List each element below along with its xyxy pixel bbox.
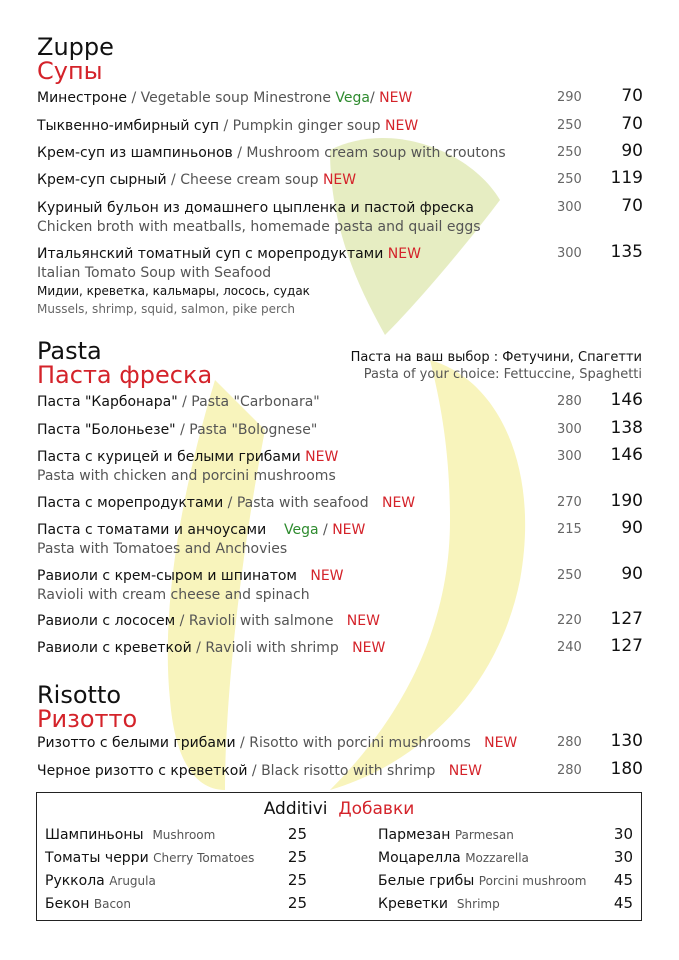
additions-box <box>36 792 642 921</box>
item-price: 190 <box>610 491 643 511</box>
new-badge: NEW <box>385 118 419 134</box>
addition-price: 25 <box>287 871 307 889</box>
item-weight: 280 <box>557 394 582 409</box>
additions-title-it: Additivi <box>263 799 328 819</box>
menu-item: Паста с морепродуктами / Pasta with seafood NEW 270 190 <box>37 491 643 511</box>
addition-price: 30 <box>613 825 633 843</box>
menu-item: Минестроне / Vegetable soup Minestrone Vega/ NEW 290 70 <box>37 86 643 106</box>
item-weight: 220 <box>557 613 582 628</box>
item-name-en: Pasta "Bolognese" <box>189 422 318 438</box>
addition-name-en: Bacon <box>93 897 131 911</box>
item-name-ru: Равиоли с креветкой <box>37 640 192 656</box>
item-price: 70 <box>621 114 643 134</box>
item-price: 135 <box>610 242 643 262</box>
addition-item <box>45 825 215 845</box>
item-name-ru: Паста с томатами и анчоусами <box>37 522 267 538</box>
new-badge: NEW <box>484 735 518 751</box>
additions-title-ru: Добавки <box>338 799 415 819</box>
item-name-en: Ravioli with shrimp <box>205 640 339 656</box>
item-price: 180 <box>610 759 643 779</box>
item-name-en: Ravioli with cream cheese and spinach <box>37 587 310 603</box>
new-badge: NEW <box>381 495 416 511</box>
item-weight: 280 <box>557 763 582 778</box>
menu-item: Черное ризотто с креветкой / Black risotto with shrimp NEW 280 180 <box>37 759 643 779</box>
addition-name-ru: Пармезан <box>378 827 451 843</box>
item-name-ru: Тыквенно-имбирный суп <box>37 118 220 134</box>
additions-title <box>37 799 641 819</box>
pasta-title-it: Pasta <box>37 337 102 365</box>
item-name-en: Pasta with chicken and porcini mushrooms <box>37 468 336 484</box>
soups-title-ru: Супы <box>37 57 103 85</box>
item-name-en: Black risotto with shrimp <box>261 763 436 779</box>
addition-price: 25 <box>287 825 307 843</box>
addition-name-ru: Креветки <box>378 896 449 912</box>
item-name-en: Pumpkin ginger soup <box>232 118 381 134</box>
item-name-en: Italian Tomato Soup with Seafood <box>37 265 272 281</box>
addition-name-en: Arugula <box>109 874 156 888</box>
menu-item: Паста с томатами и анчоусами Vega / NEW 215 90 Pasta with Tomatoes and Anchovies <box>37 518 643 557</box>
item-price: 130 <box>610 731 643 751</box>
item-name-en: Pasta with Tomatoes and Anchovies <box>37 541 288 557</box>
addition-name-en: Mushroom <box>152 828 216 842</box>
item-price: 146 <box>610 445 643 465</box>
item-name-ru: Паста "Болоньезе" <box>37 422 176 438</box>
item-name-en: Pasta "Carbonara" <box>191 394 320 410</box>
item-name-en: Vegetable soup Minestrone <box>140 90 331 106</box>
addition-price: 25 <box>287 848 307 866</box>
menu-item: Ризотто с белыми грибами / Risotto with porcini mushrooms NEW 280 130 <box>37 731 643 751</box>
item-price: 90 <box>621 518 643 538</box>
item-name-ru: Паста с курицей и белыми грибами <box>37 449 301 465</box>
addition-name-en: Porcini mushroom <box>478 874 587 888</box>
menu-item: Равиоли с лососем / Ravioli with salmone NEW 220 127 <box>37 609 643 629</box>
addition-name-ru: Моцарелла <box>378 850 461 866</box>
item-price: 119 <box>610 168 643 188</box>
item-weight: 240 <box>557 640 582 655</box>
item-price: 138 <box>610 418 643 438</box>
addition-price: 45 <box>613 894 633 912</box>
item-weight: 215 <box>557 522 582 537</box>
item-detail-ru: Мидии, креветка, кальмары, лосось, судак <box>37 284 310 298</box>
addition-name-en: Parmesan <box>454 828 514 842</box>
item-name-en: Risotto with porcini mushrooms <box>249 735 471 751</box>
item-weight: 250 <box>557 568 582 583</box>
item-price: 70 <box>621 86 643 106</box>
item-name-en: Pasta with seafood <box>236 495 369 511</box>
addition-name-ru: Томаты черри <box>45 850 149 866</box>
item-name-ru: Равиоли с крем-сыром и шпинатом <box>37 568 297 584</box>
new-badge: NEW <box>387 246 421 262</box>
addition-item <box>45 894 131 914</box>
vega-badge: Vega <box>335 90 370 106</box>
risotto-title-ru: Ризотто <box>37 705 138 733</box>
pasta-title-ru: Паста фреска <box>37 361 213 389</box>
item-name-ru: Крем-суп из шампиньонов <box>37 145 233 161</box>
item-price: 90 <box>621 564 643 584</box>
menu-item <box>37 447 643 485</box>
addition-name-en: Shrimp <box>456 897 500 911</box>
new-badge: NEW <box>322 172 357 188</box>
addition-price: 30 <box>613 848 633 866</box>
vega-badge: Vega <box>284 522 319 538</box>
new-badge: NEW <box>310 568 344 584</box>
item-name-en: Mushroom cream soup with croutons <box>246 145 506 161</box>
addition-item <box>378 871 586 891</box>
item-name-en: Ravioli with salmone <box>188 613 334 629</box>
new-badge: NEW <box>379 90 413 106</box>
item-name-ru: Куриный бульон из домашнего цыпленка и пастой фреска <box>37 200 474 216</box>
new-badge: NEW <box>305 449 339 465</box>
item-weight: 300 <box>557 246 582 261</box>
menu-item: Крем-суп из шампиньонов / Mushroom cream soup with croutons 250 90 <box>37 141 643 161</box>
item-name-ru: Минестроне <box>37 90 128 106</box>
item-price: 90 <box>621 141 643 161</box>
menu-item <box>37 198 643 236</box>
addition-price: 45 <box>613 871 633 889</box>
addition-item <box>45 848 254 868</box>
menu-item: Равиоли с креветкой / Ravioli with shrimp NEW 240 127 <box>37 636 643 656</box>
addition-name-en: Cherry Tomatoes <box>153 851 255 865</box>
item-price: 146 <box>610 390 643 410</box>
item-name-ru: Черное ризотто с креветкой <box>37 763 248 779</box>
item-name-ru: Паста "Карбонара" <box>37 394 178 410</box>
soups-title-it: Zuppe <box>37 33 114 61</box>
addition-name-ru: Белые грибы <box>378 873 475 889</box>
item-weight: 280 <box>557 735 582 750</box>
menu-item <box>37 566 643 604</box>
addition-price: 25 <box>287 894 307 912</box>
item-price: 127 <box>610 609 643 629</box>
item-weight: 250 <box>557 145 582 160</box>
menu-item: Паста "Карбонара" / Pasta "Carbonara" 280 146 <box>37 390 643 410</box>
new-badge: NEW <box>352 640 386 656</box>
addition-name-ru: Шампиньоны <box>45 827 144 843</box>
pasta-choice-ru: Паста на ваш выбор : Фетучини, Спагетти <box>350 350 642 365</box>
item-weight: 300 <box>557 200 582 215</box>
menu-item <box>37 244 643 318</box>
item-weight: 300 <box>557 449 582 464</box>
risotto-title-it: Risotto <box>37 681 122 709</box>
item-detail-en: Mussels, shrimp, squid, salmon, pike perch <box>37 302 295 316</box>
new-badge: NEW <box>448 763 482 779</box>
pasta-choice-en: Pasta of your choice: Fettuccine, Spaghetti <box>363 367 642 382</box>
addition-item <box>45 871 156 891</box>
item-weight: 250 <box>557 172 582 187</box>
addition-item <box>378 848 529 868</box>
item-weight: 270 <box>557 495 582 510</box>
addition-name-en: Mozzarella <box>465 851 529 865</box>
new-badge: NEW <box>332 522 366 538</box>
item-name-ru: Ризотто с белыми грибами <box>37 735 236 751</box>
menu-item: Тыквенно-имбирный суп / Pumpkin ginger soup NEW 250 70 <box>37 114 643 134</box>
item-name-en: Cheese cream soup <box>180 172 319 188</box>
item-price: 127 <box>610 636 643 656</box>
item-name-ru: Итальянский томатный суп с морепродуктами <box>37 246 384 262</box>
menu-item: Крем-суп сырный / Cheese cream soup NEW 250 119 <box>37 168 643 188</box>
menu-item: Паста "Болоньезе" / Pasta "Bolognese" 300 138 <box>37 418 643 438</box>
item-name-ru: Паста с морепродуктами <box>37 495 224 511</box>
item-name-en: Chicken broth with meatballs, homemade pasta and quail eggs <box>37 219 481 235</box>
item-name-ru: Крем-суп сырный <box>37 172 167 188</box>
item-weight: 300 <box>557 422 582 437</box>
addition-item <box>378 825 514 845</box>
addition-name-ru: Руккола <box>45 873 105 889</box>
item-weight: 290 <box>557 90 582 105</box>
item-price: 70 <box>621 196 643 216</box>
addition-item <box>378 894 500 914</box>
new-badge: NEW <box>346 613 380 629</box>
item-weight: 250 <box>557 118 582 133</box>
addition-name-ru: Бекон <box>45 896 90 912</box>
item-name-ru: Равиоли с лососем <box>37 613 176 629</box>
